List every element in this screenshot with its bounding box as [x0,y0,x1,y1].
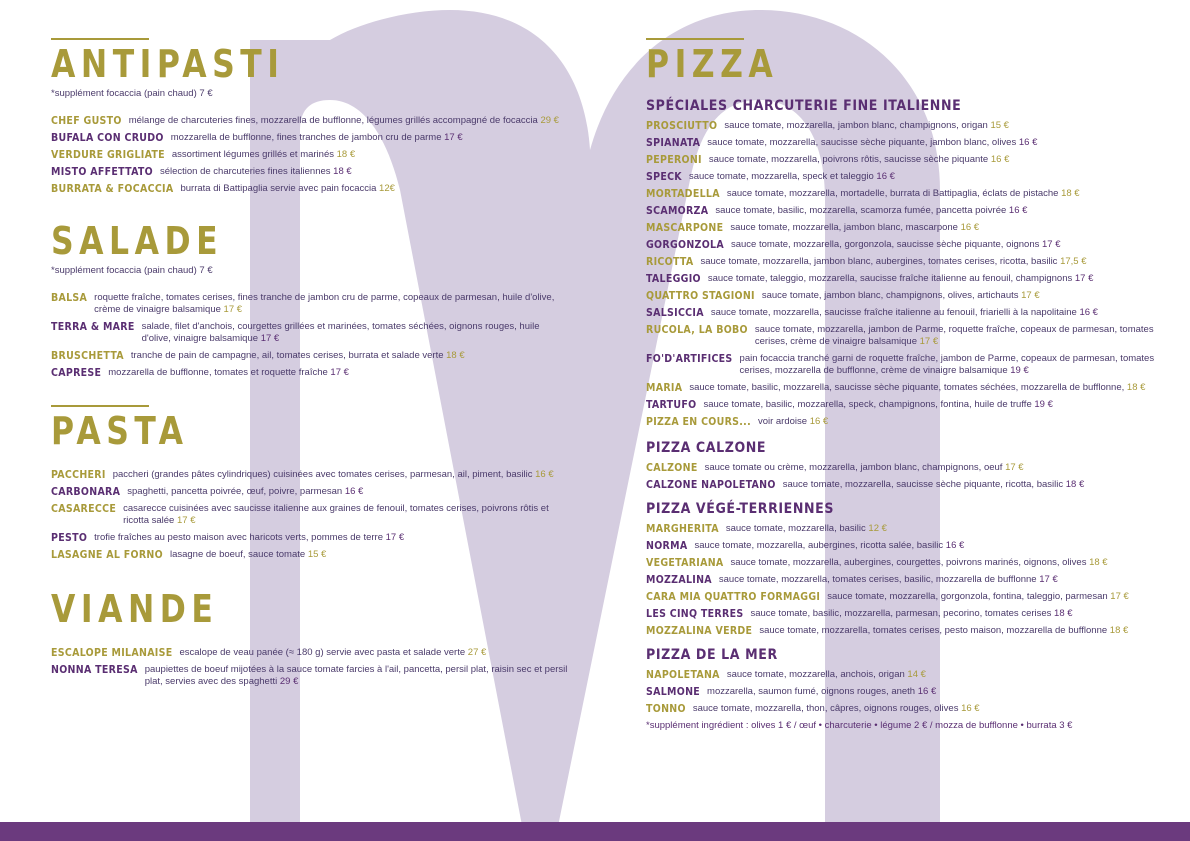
dish-name: BALSA [51,292,88,304]
dish-name: LASAGNE AL FORNO [51,549,163,561]
dish-description [730,222,1171,234]
section-title: PIZZA [646,42,779,86]
dish-name: FO'D'ARTIFICES [646,353,733,365]
dish-price: 17 € [1110,591,1129,602]
menu-item [51,664,571,688]
calzone-block [646,440,1171,491]
menu-item [51,115,571,127]
menu-item [646,608,1171,620]
menu-item [646,239,1171,251]
dish-price: 17 € [1042,239,1061,250]
dish-description [172,149,571,161]
dish-price: 16 € [809,416,829,427]
menu-item [646,557,1171,569]
dish-description [693,703,1171,715]
dish-description [827,591,1171,603]
dish-price: 29 € [540,115,559,126]
dish-price: 12 € [868,523,887,534]
dish-name: TONNO [646,703,686,715]
dish-description-text: casarecce cuisinées avec saucisse italienne aux graines de fenouil, tomates cerises, poivrons rôtis et ricotta salée [123,503,549,526]
dish-description-text: sauce tomate ou crème, mozzarella, jambon blanc, champignons, oeuf [704,462,1003,473]
menu-list [646,462,1171,491]
menu-item [51,166,571,178]
dish-name: MISTO AFFETTATO [51,166,153,178]
dish-description-text: mélange de charcuteries fines, mozzarella de bufflonne, légumes grillés accompagné de focaccia [128,115,538,126]
dish-price: 18 € [333,166,352,177]
menu-item [646,273,1171,285]
dish-description [726,523,1171,535]
dish-description-text: sauce tomate, mozzarella, basilic [725,523,866,534]
speciales-block [646,98,1171,428]
dish-price: 18 € [336,149,356,160]
section-title: ANTIPASTI [51,42,285,86]
dish-price: 16 € [344,486,364,497]
dish-description [758,416,1171,428]
menu-item [646,540,1171,552]
dish-description-text: sauce tomate, mozzarella, jambon de Parme, roquette fraîche, copeaux de parmesan, tomates cerises, crème de vinaigre balsamique [754,324,1154,347]
dish-name: CALZONE NAPOLETANO [646,479,776,491]
dish-name: GORGONZOLA [646,239,724,251]
dish-description-text: sauce tomate, taleggio, mozzarella, saucisse fraîche italienne au fenouil, champignons [707,273,1073,284]
dish-price: 17 € [176,515,196,526]
dish-description [694,540,1171,552]
dish-price: 16 € [1008,205,1028,216]
menu-item [646,120,1171,132]
dish-description-text: sauce tomate, mozzarella, jambon blanc, champignons, origan [724,120,988,131]
dish-description [113,469,571,481]
dish-name: MARIA [646,382,683,394]
dish-name: SALSICCIA [646,307,704,319]
dish-price: 18 € [446,350,465,361]
dish-price: 17 € [1005,462,1024,473]
dish-price: 17 € [330,367,349,378]
menu-list [51,469,571,561]
menu-item [51,503,571,527]
dish-name: MOZZALINA [646,574,712,586]
section-title: PASTA [51,409,189,453]
title-rule [51,405,149,407]
viande-section [51,587,571,688]
dish-name: PESTO [51,532,88,544]
dish-description [750,608,1171,620]
menu-item [646,686,1171,698]
menu-item [646,154,1171,166]
section-title: VIANDE [51,587,219,631]
salade-section [51,219,571,379]
dish-description-text: voir ardoise [757,416,808,427]
dish-description [711,307,1171,319]
dish-description [703,399,1171,411]
dish-description [705,462,1171,474]
dish-description [727,188,1171,200]
menu-item [646,353,1171,377]
dish-name: BRUSCHETTA [51,350,124,362]
dish-description [740,353,1171,377]
mer-block [646,647,1171,715]
dish-price: 17 € [223,304,243,315]
menu-item [646,669,1171,681]
dish-price: 18 € [1061,188,1080,199]
dish-name: SPECK [646,171,682,183]
dish-description-text: burrata di Battipaglia servie avec pain focaccia [180,183,377,194]
dish-description-text: sauce tomate, mozzarella, anchois, origan [726,669,905,680]
dish-description [180,183,571,195]
dish-description-text: pain focaccia tranché garni de roquette fraîche, jambon de Parme, copeaux de parmesan, tomates cerises, mozzarella de bufflonne, crème de vinaigre balsamique [739,353,1155,376]
dish-name: SALMONE [646,686,701,698]
menu-item [646,625,1171,637]
dish-name: VERDURE GRIGLIATE [51,149,165,161]
dish-name: CARBONARA [51,486,121,498]
right-column [646,38,1171,731]
menu-list [51,647,571,688]
dish-price: 15 € [990,120,1009,131]
dish-description [783,479,1171,491]
dish-description [731,239,1171,251]
dish-description-text: escalope de veau panée (≈ 180 g) servie avec pasta et salade verte [179,647,466,658]
menu-item [646,324,1171,348]
dish-description-text: sauce tomate, mozzarella, mortadelle, burrata di Battipaglia, éclats de pistache [726,188,1059,199]
menu-item [51,367,571,379]
menu-item [646,137,1171,149]
dish-description-text: sauce tomate, basilic, mozzarella, scamorza fumée, pancetta poivrée [715,205,1007,216]
dish-description [708,273,1171,285]
dish-description-text: sauce tomate, mozzarella, tomates cerises, basilic, mozzarella de bufflonne [718,574,1037,585]
dish-description [689,171,1171,183]
dish-name: PROSCIUTTO [646,120,718,132]
menu-item [646,591,1171,603]
dish-name: PIZZA EN COURS... [646,416,751,428]
dish-name: TALEGGIO [646,273,701,285]
dish-name: NORMA [646,540,688,552]
dish-description-text: sauce tomate, mozzarella, gorgonzola, saucisse sèche piquante, oignons [730,239,1040,250]
dish-description-text: sauce tomate, mozzarella, tomates cerises, pesto maison, mozzarella de bufflonne [759,625,1108,636]
menu-list [646,523,1171,637]
dish-price: 17 € [919,336,939,347]
pasta-section [51,405,571,561]
dish-price: 16 € [1079,307,1098,318]
menu-item [51,486,571,498]
dish-name: BURRATA & FOCACCIA [51,183,174,195]
dish-name: CASARECCE [51,503,117,515]
menu-list [51,292,571,379]
subsection-title: PIZZA VÉGÉ-TERRIENNES [646,501,835,517]
menu-item [646,399,1171,411]
dish-description [724,120,1171,132]
dish-description [707,137,1171,149]
dish-price: 19 € [1010,365,1029,376]
dish-price: 29 € [279,676,299,687]
dish-description [142,321,571,345]
dish-name: VEGETARIANA [646,557,724,569]
dish-description-text: sauce tomate, mozzarella, speck et taleggio [688,171,874,182]
dish-description [719,574,1171,586]
dish-name: CHEF GUSTO [51,115,122,127]
menu-item [51,469,571,481]
dish-name: RICOTTA [646,256,694,268]
menu-item [646,462,1171,474]
dish-description-text: sauce tomate, mozzarella, saucisse sèche piquante, jambon blanc, olives [707,137,1017,148]
left-column [51,38,571,693]
dish-description [709,154,1171,166]
subsection-title: PIZZA CALZONE [646,440,767,456]
dish-description-text: lasagne de boeuf, sauce tomate [169,549,306,560]
dish-description-text: paupiettes de boeuf mijotées à la sauce tomate farcies à l'ail, pancetta, persil plat, raisin sec et persil plat, servies avec des spaghetti [144,664,568,687]
dish-description [689,382,1171,394]
dish-description [759,625,1171,637]
dish-price: 18 € [1109,625,1129,636]
menu-item [51,149,571,161]
dish-name: MOZZALINA VERDE [646,625,753,637]
dish-description [123,503,571,527]
dish-description [179,647,571,659]
dish-price: 16 € [917,686,937,697]
dish-description-text: sauce tomate, mozzarella, jambon blanc, mascarpone [730,222,958,233]
menu-item [646,574,1171,586]
dish-description-text: trofie fraîches au pesto maison avec haricots verts, pommes de terre [94,532,383,543]
dish-price: 12€ [379,183,395,194]
dish-description-text: sauce tomate, mozzarella, saucisse fraîche italienne au fenouil, friarielli à la napolitaine [710,307,1077,318]
dish-price: 17 € [385,532,405,543]
dish-description-text: sauce tomate, mozzarella, thon, câpres, oignons rouges, olives [692,703,959,714]
dish-name: MARGHERITA [646,523,719,535]
dish-description-text: roquette fraîche, tomates cerises, fines tranche de jambon cru de parme, copeaux de parmesan, huile d'olive, crème de vinaigre balsamique [94,292,555,315]
dish-price: 14 € [907,669,926,680]
dish-description [700,256,1171,268]
dish-name: TERRA & MARE [51,321,135,333]
dish-description [755,324,1171,348]
menu-item [646,307,1171,319]
dish-description [171,132,571,144]
dish-name: TARTUFO [646,399,697,411]
dish-name: RUCOLA, LA BOBO [646,324,748,336]
dish-description [762,290,1171,302]
dish-description [707,686,1171,698]
dish-name: PACCHERI [51,469,106,481]
dish-name: CAPRESE [51,367,102,379]
dish-description [715,205,1171,217]
dish-price: 16 € [945,540,965,551]
dish-description [94,532,571,544]
menu-item [646,523,1171,535]
dish-description-text: sauce tomate, basilic, mozzarella, saucisse sèche piquante, tomates séchées, mozzarella de bufflonne, [689,382,1125,393]
title-rule [646,38,744,40]
dish-name: SPIANATA [646,137,701,149]
dish-price: 17,5 € [1060,256,1087,267]
dish-description [727,669,1171,681]
menu-item [51,549,571,561]
section-title: SALADE [51,219,224,263]
menu-item [51,321,571,345]
dish-price: 16 € [990,154,1010,165]
dish-description [108,367,571,379]
dish-price: 27 € [467,647,487,658]
dish-price: 16 € [960,222,980,233]
dish-description-text: sauce tomate, mozzarella, gorgonzola, fontina, taleggio, parmesan [827,591,1108,602]
dish-name: NONNA TERESA [51,664,138,676]
menu-item [51,532,571,544]
menu-item [646,382,1171,394]
dish-price: 18 € [1065,479,1085,490]
dish-description-text: sélection de charcuteries fines italiennes [159,166,331,177]
menu-item [646,256,1171,268]
menu-item [51,647,571,659]
dish-description [94,292,571,316]
menu-item [51,292,571,316]
section-note: *supplément focaccia (pain chaud) 7 € [51,265,213,276]
dish-description-text: mozzarella, saumon fumé, oignons rouges, aneth [707,686,916,697]
dish-description-text: sauce tomate, mozzarella, jambon blanc, aubergines, tomates cerises, ricotta, basilic [700,256,1058,267]
dish-name: LES CINQ TERRES [646,608,744,620]
dish-price: 16 € [961,703,980,714]
dish-description [731,557,1171,569]
dish-price: 16 € [1018,137,1038,148]
menu-item [646,171,1171,183]
menu-item [646,188,1171,200]
menu-item [646,290,1171,302]
dish-description-text: spaghetti, pancetta poivrée, œuf, poivre, parmesan [127,486,343,497]
dish-name: ESCALOPE MILANAISE [51,647,173,659]
menu-item [51,132,571,144]
dish-name: MASCARPONE [646,222,724,234]
dish-price: 17 € [260,333,280,344]
dish-price: 17 € [444,132,463,143]
dish-description-text: sauce tomate, jambon blanc, champignons, olives, artichauts [761,290,1019,301]
dish-description-text: mozzarella de bufflonne, tomates et roquette fraîche [108,367,328,378]
dish-description-text: paccheri (grandes pâtes cylindriques) cuisinées avec tomates cerises, parmesan, ail, piment, basilic [112,469,533,480]
dish-name: SCAMORZA [646,205,709,217]
section-note: *supplément focaccia (pain chaud) 7 € [51,88,213,99]
antipasti-section [51,38,571,195]
supplement-footnote: *supplément ingrédient : olives 1 € / œuf • charcuterie • légume 2 € / mozza de bufflonne • burrata 3 € [646,720,1073,731]
dish-description-text: assortiment légumes grillés et marinés [171,149,334,160]
menu-list [51,115,571,195]
dish-price: 16 € [876,171,895,182]
menu-item [646,416,1171,428]
dish-description [145,664,571,688]
bottom-bar [0,822,1190,841]
dish-description-text: sauce tomate, mozzarella, aubergines, courgettes, poivrons marinés, oignons, olives [730,557,1087,568]
dish-name: BUFALA CON CRUDO [51,132,164,144]
menu-list [646,669,1171,715]
menu-item [646,222,1171,234]
dish-price: 18 € [1054,608,1073,619]
dish-name: QUATTRO STAGIONI [646,290,755,302]
dish-description-text: sauce tomate, mozzarella, aubergines, ricotta salée, basilic [694,540,944,551]
dish-name: NAPOLETANA [646,669,720,681]
dish-price: 17 € [1039,574,1058,585]
dish-description [160,166,571,178]
dish-description [170,549,571,561]
dish-description-text: mozzarella de bufflonne, fines tranches de jambon cru de parme [170,132,442,143]
menu-item [646,479,1171,491]
dish-description-text: salade, filet d'anchois, courgettes grillées et marinées, tomates séchées, oignons rouges, huile d'olive, vinaigre balsamique [141,321,540,344]
dish-description-text: sauce tomate, basilic, mozzarella, speck, champignons, fontina, huile de truffe [703,399,1032,410]
dish-description [131,350,571,362]
dish-description-text: sauce tomate, mozzarella, saucisse sèche piquante, ricotta, basilic [782,479,1064,490]
menu-item [646,703,1171,715]
menu-item [646,205,1171,217]
dish-description-text: sauce tomate, basilic, mozzarella, parmesan, pecorino, tomates cerises [750,608,1052,619]
dish-name: MORTADELLA [646,188,720,200]
dish-description [127,486,571,498]
dish-price: 16 € [535,469,554,480]
dish-name: PEPERONI [646,154,702,166]
subsection-title: SPÉCIALES CHARCUTERIE FINE ITALIENNE [646,98,962,114]
dish-name: CARA MIA QUATTRO FORMAGGI [646,591,821,603]
vege-block [646,501,1171,637]
dish-price: 17 € [1074,273,1094,284]
menu-item [51,183,571,195]
title-rule [51,38,149,40]
dish-price: 18 € [1126,382,1146,393]
dish-description-text: sauce tomate, mozzarella, poivrons rôtis, saucisse sèche piquante [708,154,989,165]
dish-description [129,115,571,127]
menu-item [51,350,571,362]
menu-list [646,120,1171,428]
dish-name: CALZONE [646,462,698,474]
dish-price: 18 € [1089,557,1108,568]
subsection-title: PIZZA DE LA MER [646,647,778,663]
dish-description-text: tranche de pain de campagne, ail, tomates cerises, burrata et salade verte [130,350,444,361]
dish-price: 15 € [307,549,327,560]
dish-price: 17 € [1021,290,1040,301]
dish-price: 19 € [1034,399,1053,410]
